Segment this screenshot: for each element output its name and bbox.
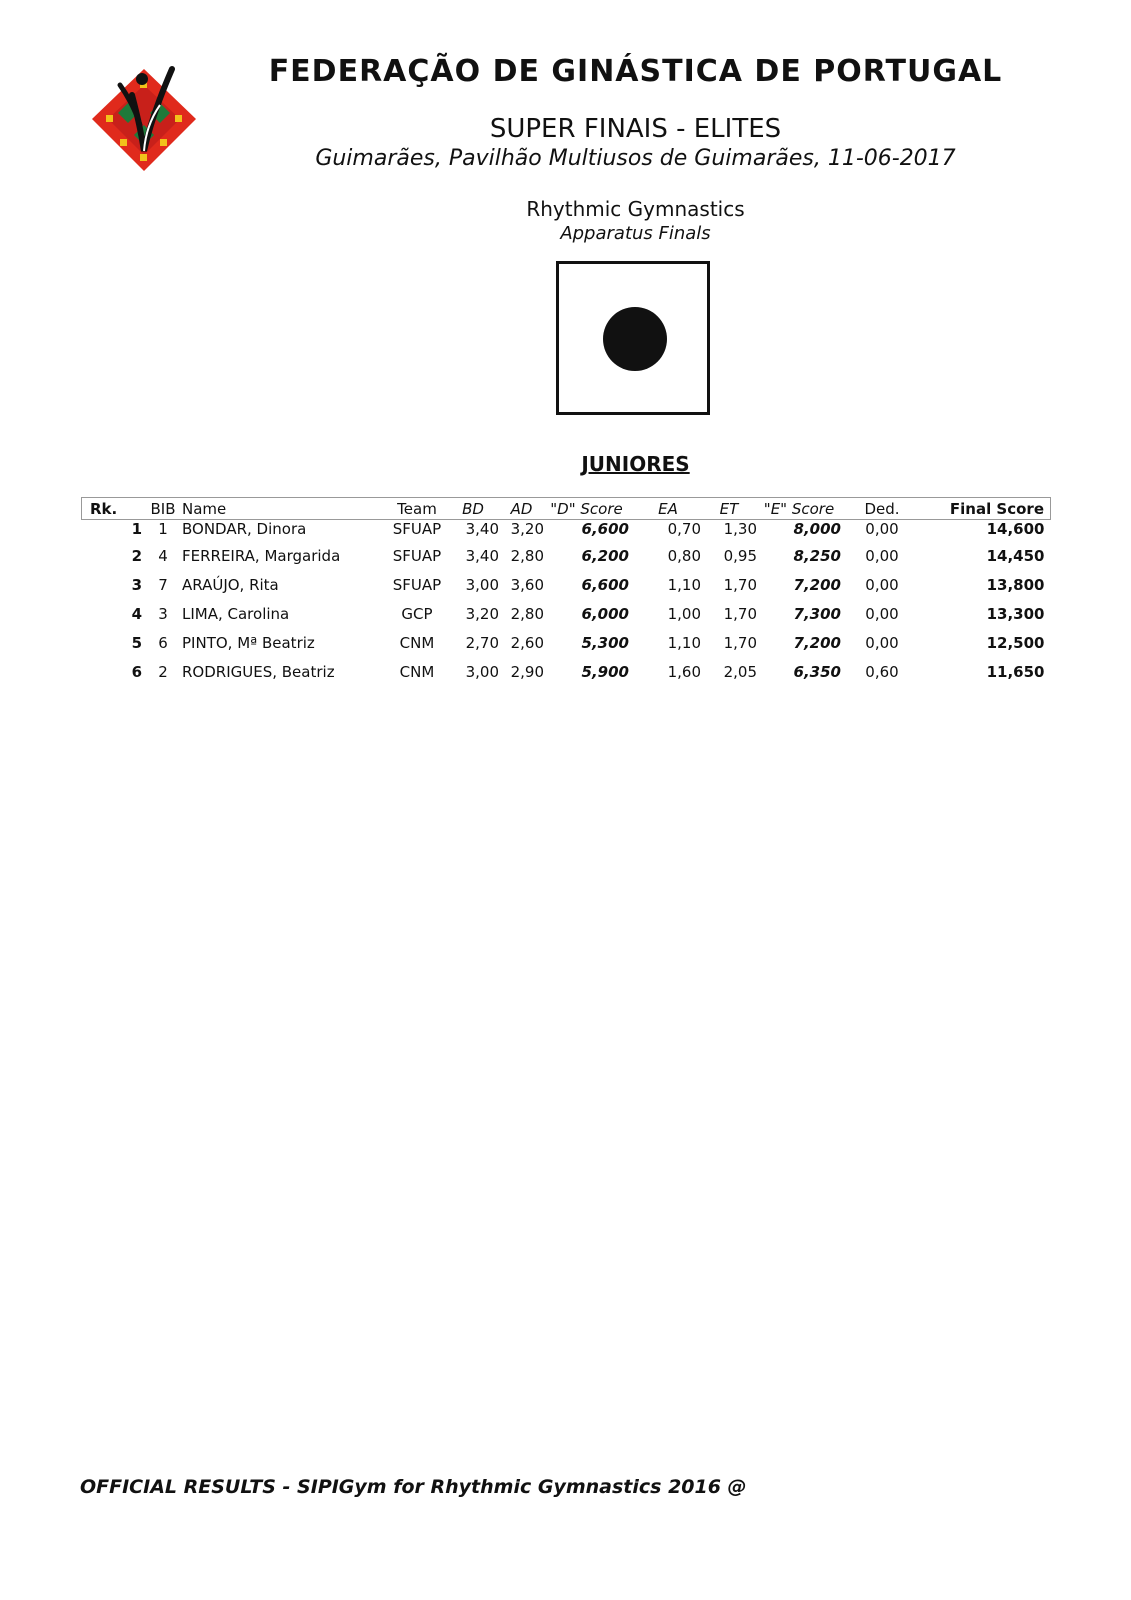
cell-et: 1,70 [723, 576, 757, 594]
cell-ad: 2,80 [510, 605, 544, 623]
table-header-row [82, 498, 1051, 520]
cell-e-score: 7,300 [793, 605, 841, 623]
event-venue: Guimarães, Pavilhão Multiusos de Guimarães, 11-06-2017 [315, 146, 956, 171]
col-d-score: "D" Score [544, 498, 635, 520]
col-e-score: "E" Score [757, 498, 849, 520]
cell-e-score: 7,200 [793, 576, 841, 594]
cell-ded: 0,00 [865, 547, 899, 565]
table-row [82, 520, 1051, 548]
cell-ea: 1,10 [667, 576, 701, 594]
cell-name: RODRIGUES, Beatriz [182, 663, 335, 681]
phase-title: Apparatus Finals [560, 223, 711, 244]
cell-et: 1,30 [723, 520, 757, 538]
cell-final-score: 14,450 [986, 547, 1045, 565]
cell-ded: 0,60 [865, 663, 899, 681]
cell-ded: 0,00 [865, 634, 899, 652]
cell-d-score: 5,300 [581, 634, 629, 652]
cell-e-score: 7,200 [793, 634, 841, 652]
cell-ea: 0,70 [667, 520, 701, 538]
col-bd: BD [447, 498, 499, 520]
category-title: JUNIORES [581, 452, 690, 476]
cell-name: PINTO, Mª Beatriz [182, 634, 315, 652]
cell-name: BONDAR, Dinora [182, 520, 307, 538]
col-team: Team [387, 498, 447, 520]
cell-ea: 1,00 [667, 605, 701, 623]
col-final-score: Final Score [915, 498, 1051, 520]
cell-final-score: 13,300 [986, 605, 1045, 623]
col-bib: BIB [150, 498, 176, 520]
cell-bd: 2,70 [465, 634, 499, 652]
cell-team: SFUAP [392, 547, 442, 565]
cell-final-score: 13,800 [986, 576, 1045, 594]
cell-ad: 2,80 [510, 547, 544, 565]
cell-ea: 0,80 [667, 547, 701, 565]
cell-et: 1,70 [723, 634, 757, 652]
cell-bib: 3 [158, 605, 168, 623]
event-title: SUPER FINAIS - ELITES [489, 114, 782, 144]
cell-name: ARAÚJO, Rita [182, 576, 279, 594]
cell-ded: 0,00 [865, 520, 899, 538]
results-table [81, 497, 1051, 692]
cell-rk: 5 [131, 634, 142, 652]
cell-rk: 2 [131, 547, 142, 565]
table-row [82, 663, 1051, 692]
apparatus-box [556, 261, 710, 415]
cell-bib: 4 [158, 547, 168, 565]
cell-ad: 2,90 [510, 663, 544, 681]
cell-name: LIMA, Carolina [182, 605, 290, 623]
cell-bib: 7 [158, 576, 168, 594]
cell-e-score: 8,250 [793, 547, 841, 565]
cell-e-score: 6,350 [793, 663, 841, 681]
cell-bd: 3,20 [465, 605, 499, 623]
cell-bib: 6 [158, 634, 168, 652]
federation-title: FEDERAÇÃO DE GINÁSTICA DE PORTUGAL [268, 54, 1003, 89]
cell-team: GCP [401, 605, 433, 623]
footer-text: OFFICIAL RESULTS - SIPIGym for Rhythmic Gymnastics 2016 @ [80, 1476, 747, 1498]
cell-bib: 1 [158, 520, 168, 538]
cell-final-score: 12,500 [986, 634, 1045, 652]
cell-et: 1,70 [723, 605, 757, 623]
cell-final-score: 14,600 [986, 520, 1045, 538]
cell-d-score: 5,900 [581, 663, 629, 681]
cell-d-score: 6,000 [581, 605, 629, 623]
table-row [82, 634, 1051, 663]
cell-et: 0,95 [723, 547, 757, 565]
cell-e-score: 8,000 [793, 520, 841, 538]
table-row [82, 576, 1051, 605]
cell-ded: 0,00 [865, 605, 899, 623]
cell-team: CNM [399, 634, 435, 652]
cell-ad: 3,60 [510, 576, 544, 594]
col-ea: EA [635, 498, 701, 520]
cell-d-score: 6,600 [581, 520, 629, 538]
cell-et: 2,05 [723, 663, 757, 681]
cell-rk: 3 [131, 576, 142, 594]
cell-final-score: 11,650 [986, 663, 1045, 681]
col-ad: AD [499, 498, 544, 520]
cell-ad: 3,20 [510, 520, 544, 538]
cell-rk: 4 [131, 605, 142, 623]
cell-ea: 1,60 [667, 663, 701, 681]
table-row [82, 547, 1051, 576]
cell-team: CNM [399, 663, 435, 681]
discipline-title: Rhythmic Gymnastics [526, 197, 745, 221]
cell-d-score: 6,600 [581, 576, 629, 594]
cell-team: SFUAP [392, 520, 442, 538]
cell-name: FERREIRA, Margarida [182, 547, 341, 565]
col-ded: Ded. [849, 498, 915, 520]
cell-bd: 3,40 [465, 547, 499, 565]
cell-bib: 2 [158, 663, 168, 681]
cell-rk: 6 [131, 663, 142, 681]
col-et: ET [701, 498, 757, 520]
cell-bd: 3,00 [465, 663, 499, 681]
cell-ea: 1,10 [667, 634, 701, 652]
cell-ded: 0,00 [865, 576, 899, 594]
col-name: Name [176, 498, 387, 520]
col-rk: Rk. [82, 498, 151, 520]
cell-d-score: 6,200 [581, 547, 629, 565]
cell-rk: 1 [131, 520, 142, 538]
ball-icon [603, 307, 667, 371]
cell-team: SFUAP [392, 576, 442, 594]
cell-bd: 3,00 [465, 576, 499, 594]
cell-bd: 3,40 [465, 520, 499, 538]
table-row [82, 605, 1051, 634]
cell-ad: 2,60 [510, 634, 544, 652]
